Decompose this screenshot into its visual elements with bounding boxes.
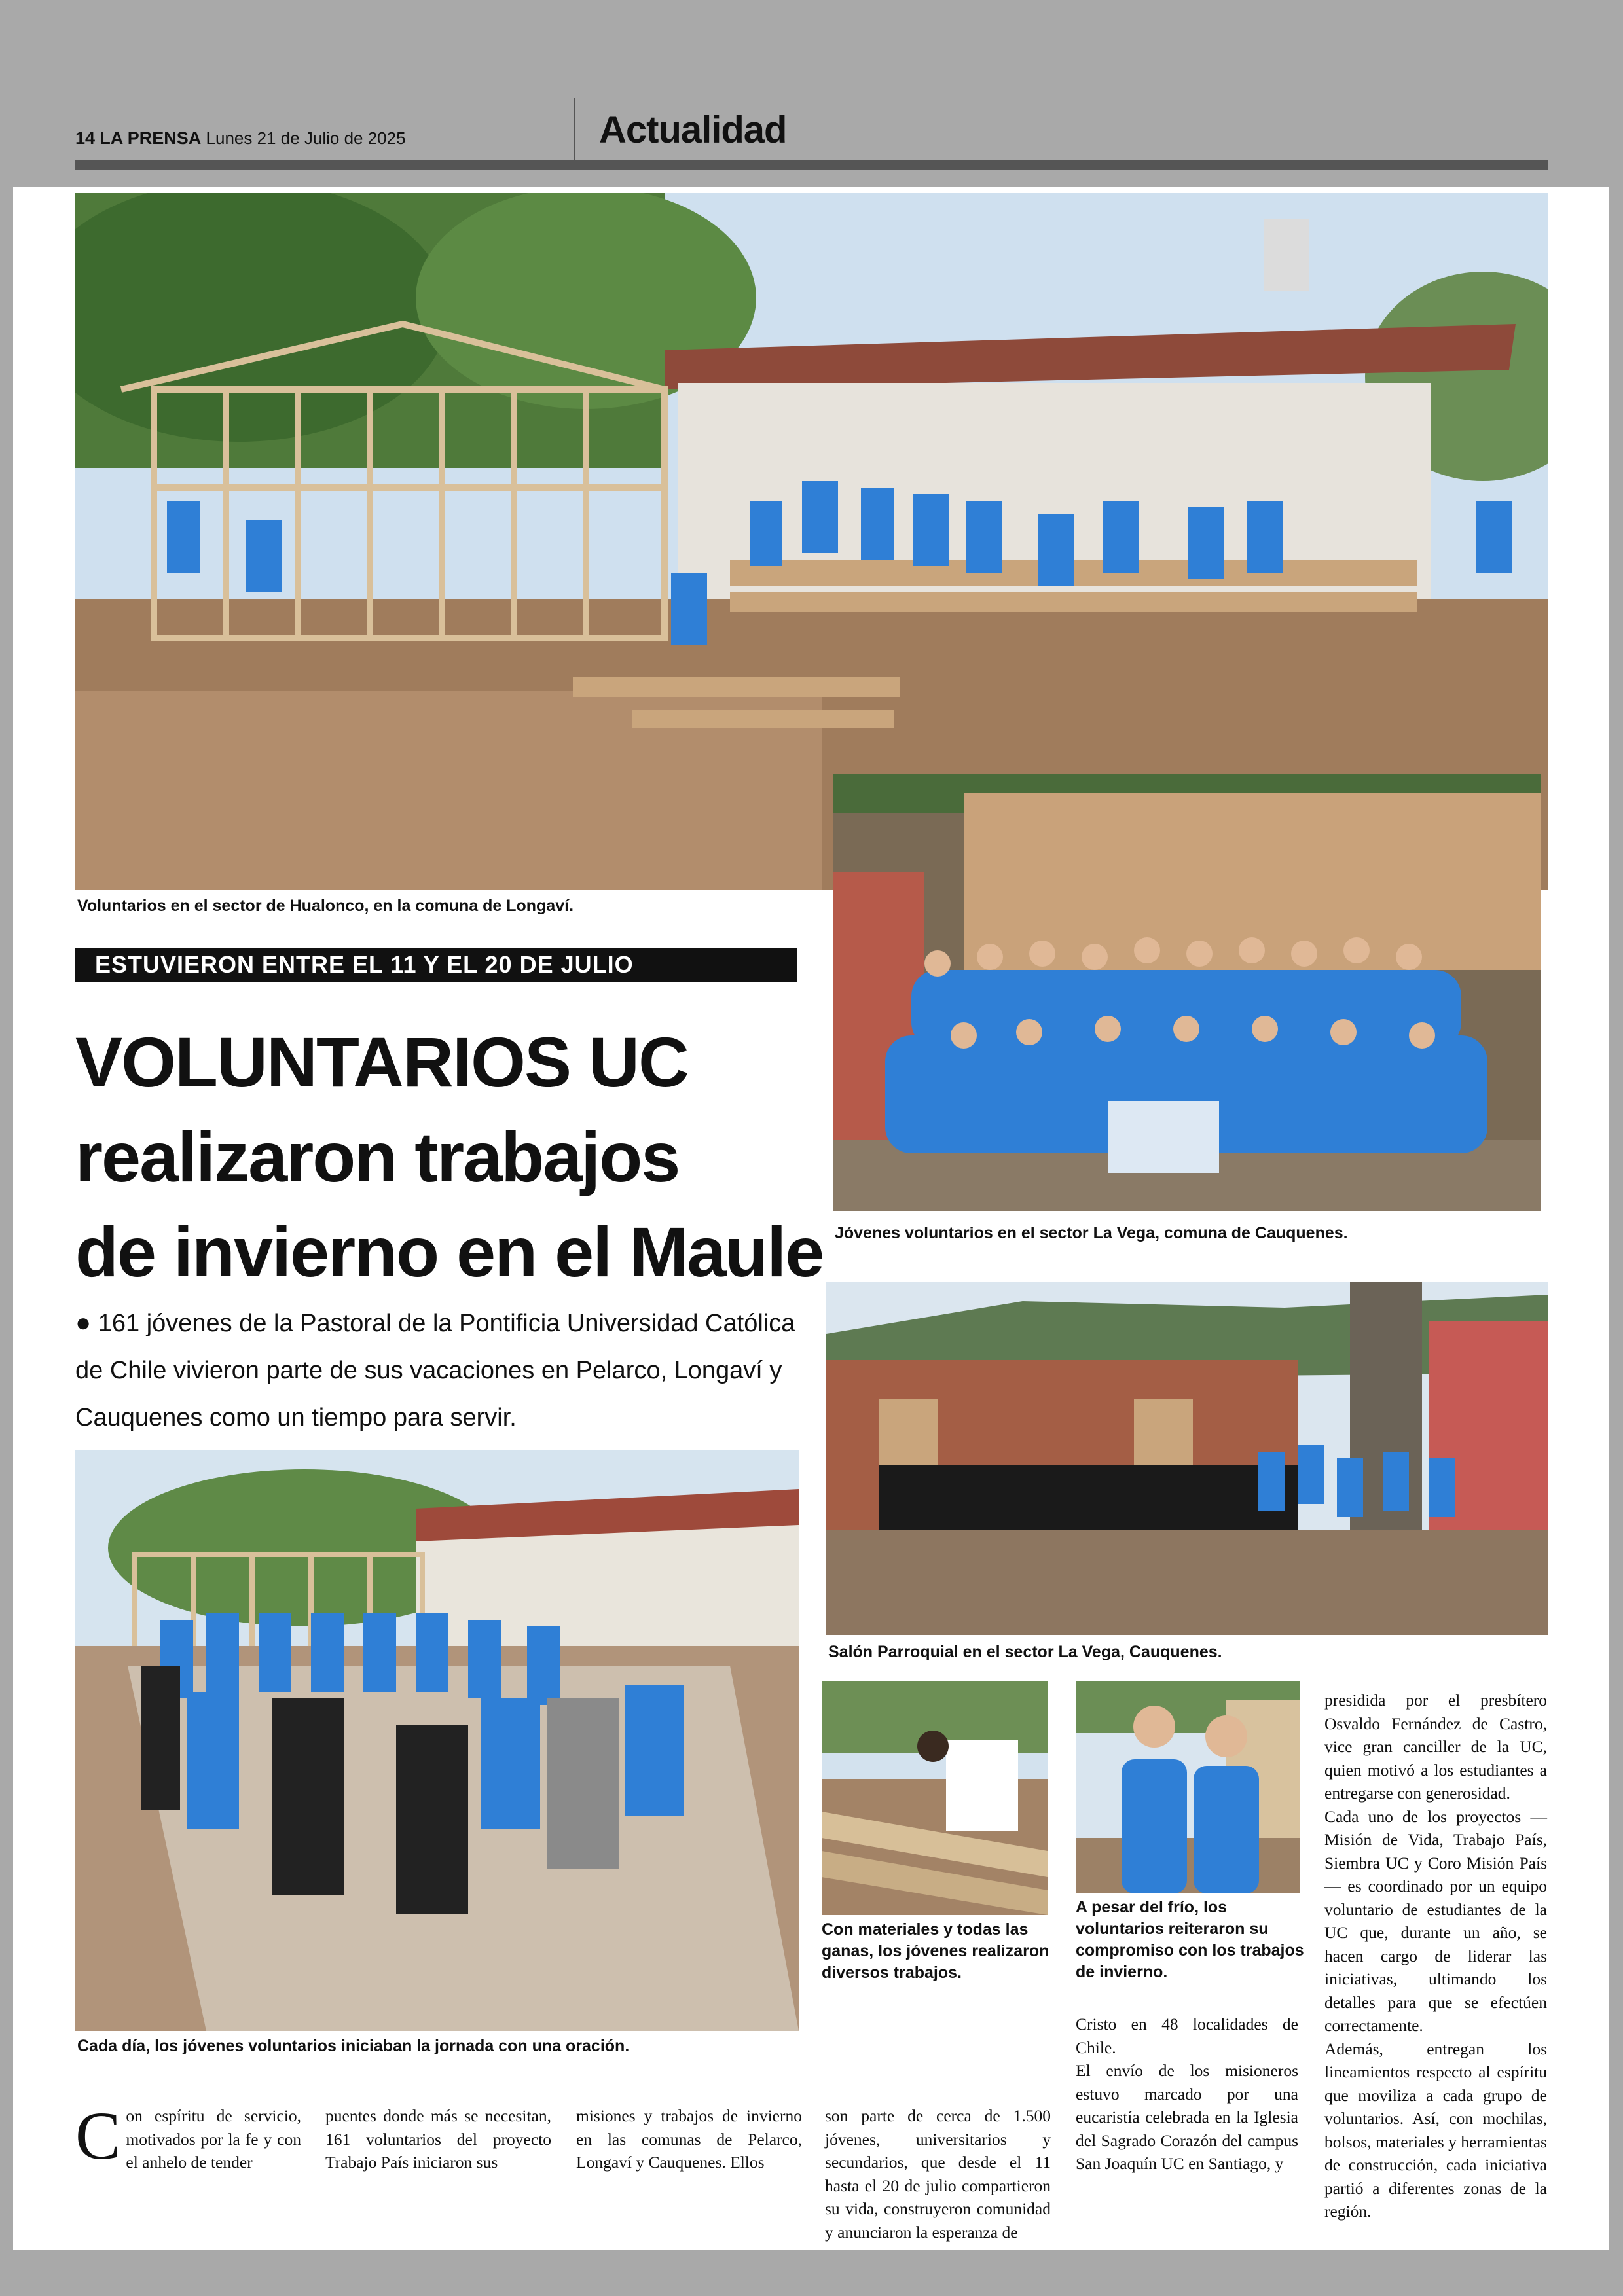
page-number: 14 <box>75 128 96 148</box>
lead-text: 161 jóvenes de la Pastoral de la Pontificia Universidad Católica de Chile vivieron parte de sus vacaciones en Pelarco, Longaví y Cauquenes como un tiempo para servir. <box>75 1310 795 1431</box>
issue-date: Lunes 21 de Julio de 2025 <box>206 128 406 148</box>
body-column-6 <box>1324 1689 1547 2223</box>
section-title: Actualidad <box>599 109 787 151</box>
caption-photo-worker-materials: Con materiales y todas las ganas, los jóvenes realizaron diversos trabajos. <box>822 1920 1049 1982</box>
body-column-1 <box>75 2098 301 2174</box>
body-column-5-para-1: Cristo en 48 localidades de Chile. <box>1076 2015 1298 2057</box>
photo-la-vega-group <box>833 774 1541 1211</box>
article-headline <box>75 1014 824 1299</box>
photo-two-volunteers <box>1076 1681 1300 1893</box>
headline-line-2: realizaron trabajos <box>75 1117 680 1196</box>
page-folio <box>75 128 406 149</box>
headline-line-3: de invierno en el Maule <box>75 1212 824 1291</box>
header-rule <box>75 160 1548 170</box>
caption-photo-morning-prayer: Cada día, los jóvenes voluntarios iniciaban la jornada con una oración. <box>77 2037 630 2055</box>
article-lead <box>75 1299 802 1441</box>
header-divider <box>574 98 575 160</box>
body-column-6-para-3: Además, entregan los lineamientos respecto al espíritu que moviliza a cada grupo de voluntarios. Así, con mochilas, bolsos, materiales y herramientas de construcción, cada iniciativa partió a diferentes zonas de la región. <box>1324 2039 1547 2221</box>
photo-morning-prayer <box>75 1450 799 2031</box>
body-column-5 <box>1076 2013 1298 2176</box>
body-column-2: puentes donde más se necesitan, 161 voluntarios del proyecto Trabajo País iniciaron sus <box>325 2106 551 2172</box>
photo-salon-parroquial <box>826 1282 1548 1635</box>
body-column-1-text: on espíritu de servicio, motivados por la fe y con el anhelo de tender <box>126 2106 301 2172</box>
photo-worker-materials <box>822 1681 1048 1915</box>
paper-name: LA PRENSA <box>100 128 202 148</box>
body-column-6-para-1: presidida por el presbítero Osvaldo Fernández de Castro, vice gran canciller de la UC, quien motivó a los estudiantes a entregarse con generosidad. <box>1324 1691 1547 1803</box>
caption-photo-la-vega-group: Jóvenes voluntarios en el sector La Vega, comuna de Cauquenes. <box>835 1224 1348 1242</box>
body-column-5-para-2: El envío de los misioneros estuvo marcado por una eucaristía celebrada en la Iglesia del Sagrado Corazón del campus San Joaquín UC en Santiago, y <box>1076 2061 1298 2173</box>
drop-cap: C <box>75 2098 121 2174</box>
body-column-3: misiones y trabajos de invierno en las comunas de Pelarco, Longaví y Cauquenes. Ellos <box>576 2106 802 2172</box>
body-column-6-para-2: Cada uno de los proyectos — Misión de Vida, Trabajo País, Siembra UC y Coro Misión País— es coordinado por un equipo voluntario de estudiantes de la UC que, durante un año, se hacen cargo de liderar las iniciativas, ultimando los detalles para que se efectúen correctamente. <box>1324 1806 1547 2035</box>
lead-bullet-icon: ● <box>75 1308 92 1337</box>
caption-photo-salon-parroquial: Salón Parroquial en el sector La Vega, Cauquenes. <box>828 1643 1222 1661</box>
caption-photo-hualonco: Voluntarios en el sector de Hualonco, en la comuna de Longaví. <box>77 897 574 915</box>
article-kicker: ESTUVIERON ENTRE EL 11 Y EL 20 DE JULIO <box>75 948 797 982</box>
body-column-4: son parte de cerca de 1.500 jóvenes, universitarios y secundarios, que desde el 11 hasta el 20 de julio compartieron su vida, construyeron comunidad y anunciaron la esperanza de <box>825 2106 1051 2242</box>
page-header <box>0 0 1623 187</box>
caption-photo-two-volunteers: A pesar del frío, los voluntarios reiteraron su compromiso con los trabajos de invierno. <box>1076 1898 1304 1981</box>
headline-line-1: VOLUNTARIOS UC <box>75 1022 688 1102</box>
